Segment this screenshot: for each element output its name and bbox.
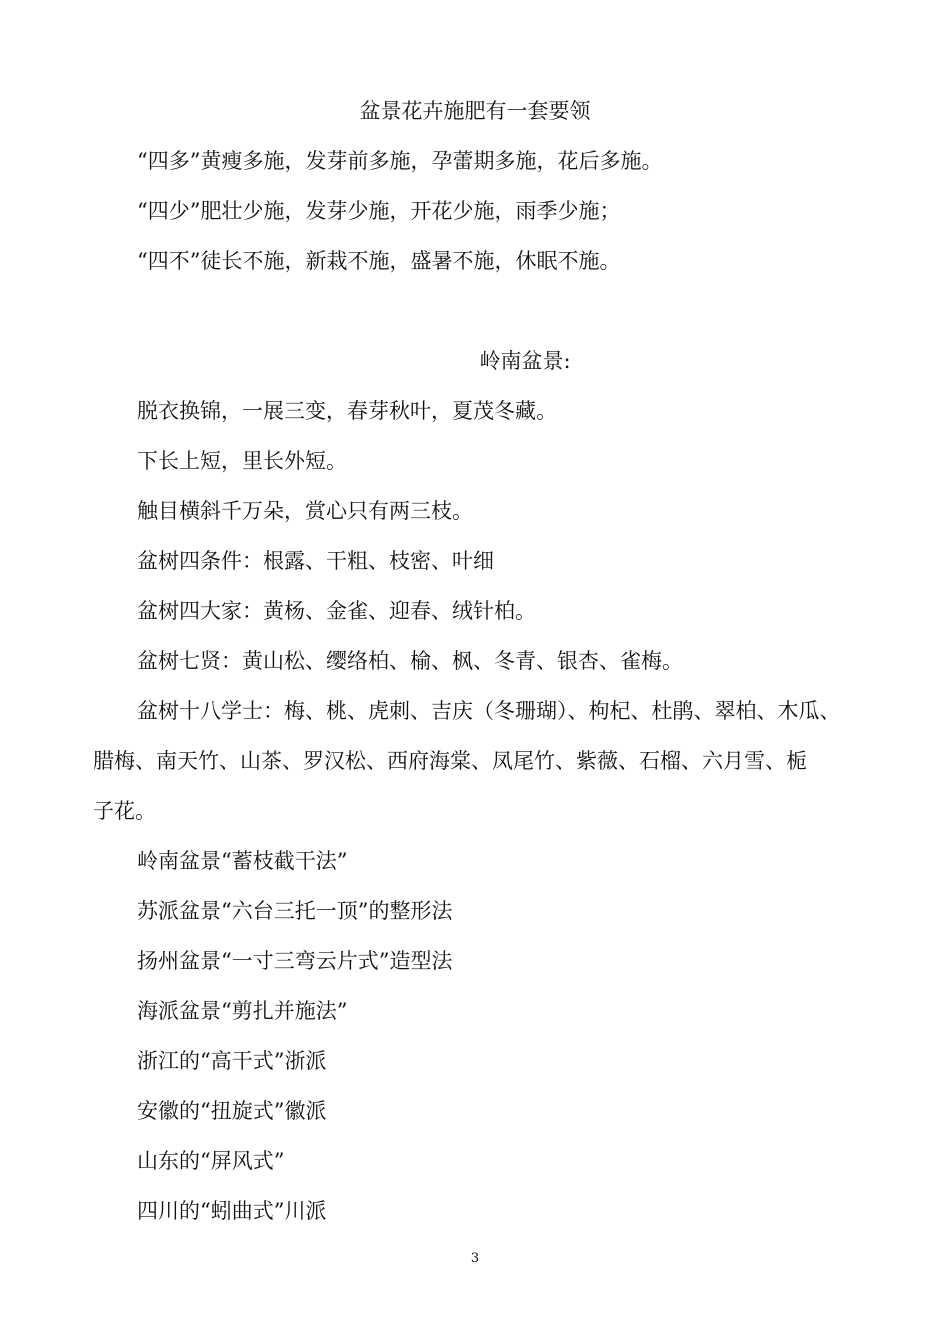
text-line: 触目横斜千万朵，赏心只有两三枝。 xyxy=(137,499,473,523)
eighteen-scholars-line-2: 腊梅、南天竹、山茶、罗汉松、西府海棠、凤尾竹、紫薇、石榴、六月雪、栀 xyxy=(93,749,807,773)
style-line: 山东的“屏风式” xyxy=(137,1149,285,1173)
section-title-lingnan-text: 岭南盆景: xyxy=(479,349,571,373)
style-line: 浙江的“高干式”浙派 xyxy=(137,1049,327,1073)
style-line: 安徽的“扭旋式”徽派 xyxy=(137,1099,327,1123)
text-line: 盆树七贤：黄山松、缨络柏、榆、枫、冬青、银杏、雀梅。 xyxy=(137,649,683,673)
style-line: 四川的“蚓曲式”川派 xyxy=(137,1199,327,1223)
text-line: 脱衣换锦，一展三变，春芽秋叶，夏茂冬藏。 xyxy=(137,399,557,423)
text-line: 下长上短，里长外短。 xyxy=(137,449,347,473)
page-number: 3 xyxy=(470,1251,480,1266)
rule-four-less: “四少”肥壮少施，发芽少施，开花少施，雨季少施； xyxy=(137,199,621,223)
style-line: 海派盆景“剪扎并施法” xyxy=(137,999,348,1023)
rule-four-not: “四不”徒长不施，新栽不施，盛暑不施，休眠不施。 xyxy=(137,249,621,273)
section-title-lingnan xyxy=(0,346,950,376)
eighteen-scholars-line-1: 盆树十八学士：梅、桃、虎刺、吉庆（冬珊瑚）、枸杞、杜鹃、翠柏、木瓜、 xyxy=(137,699,841,723)
style-line: 苏派盆景“六台三托一顶”的整形法 xyxy=(137,899,453,923)
text-line: 盆树四条件：根露、干粗、枝密、叶细 xyxy=(137,549,494,573)
section-title-fertilizing: 盆景花卉施肥有一套要领 xyxy=(359,99,591,123)
eighteen-scholars-line-3: 子花。 xyxy=(93,799,156,823)
style-line: 岭南盆景“蓄枝截干法” xyxy=(137,849,348,873)
text-line: 盆树四大家：黄杨、金雀、迎春、绒针柏。 xyxy=(137,599,536,623)
style-line: 扬州盆景“一寸三弯云片式”造型法 xyxy=(137,949,453,973)
rule-four-more: “四多”黄瘦多施，发芽前多施，孕蕾期多施，花后多施。 xyxy=(137,149,663,173)
